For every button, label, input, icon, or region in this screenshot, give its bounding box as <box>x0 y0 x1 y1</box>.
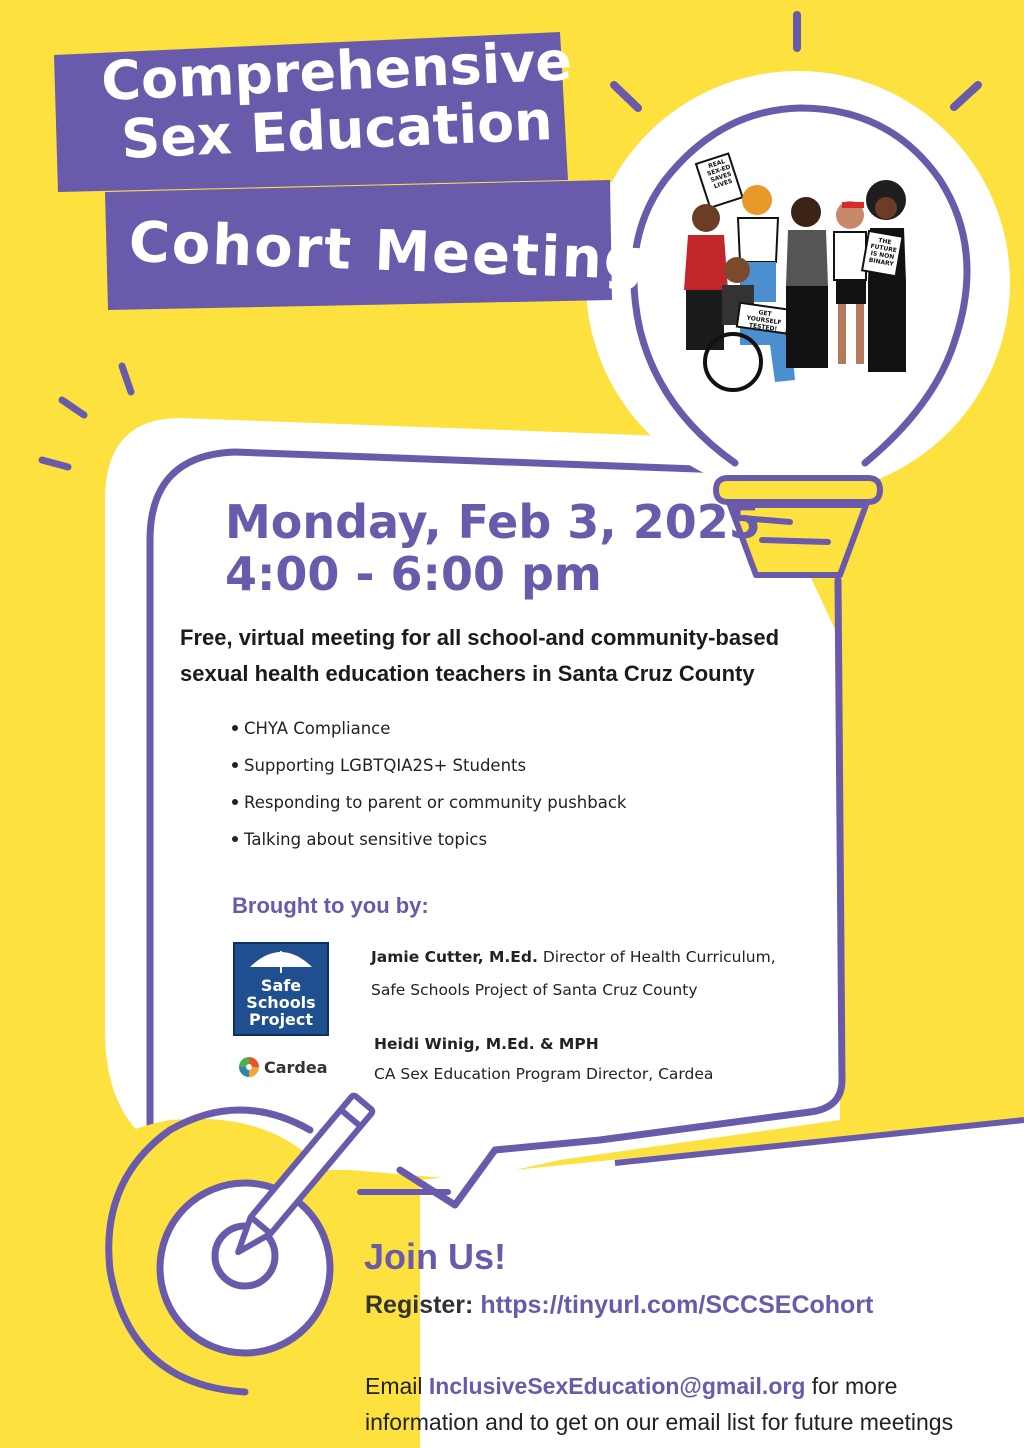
ray-right <box>954 85 978 107</box>
sign-get-tested: GET YOURSELF TESTED! <box>746 309 782 333</box>
sign-future-nonbinary: THE FUTURE IS NON BINARY <box>868 237 898 268</box>
email-prefix: Email <box>365 1373 423 1399</box>
sponsor-person-2 <box>374 1029 713 1089</box>
email-info <box>365 1368 1015 1440</box>
register-link[interactable]: https://tinyurl.com/SCCSECohort <box>480 1291 874 1319</box>
target-white-disc <box>160 1183 330 1353</box>
bullet-icon <box>232 836 238 842</box>
email-link[interactable]: InclusiveSexEducation@gmail.org <box>428 1373 806 1399</box>
person-1-org: Safe Schools Project of Santa Cruz County <box>371 981 698 999</box>
sign-real-sex-ed: REAL SEX-ED SAVES LIVES <box>706 158 734 191</box>
event-time: 4:00 - 6:00 pm <box>225 547 602 601</box>
event-description: Free, virtual meeting for all school-and community-based sexual health education teachers in Santa Cruz County <box>180 625 780 686</box>
person-2-role: CA Sex Education Program Director, Cardea <box>374 1065 714 1083</box>
sponsor-person-1 <box>371 941 776 1007</box>
join-us-heading: Join Us! <box>364 1236 507 1277</box>
safe-schools-project-logo <box>233 942 329 1036</box>
cardea-logo <box>238 1056 328 1078</box>
list-item: CHYA Compliance <box>232 718 626 755</box>
event-date: Monday, Feb 3, 2025 <box>225 495 761 549</box>
subtitle-cohort-meeting: Cohort Meeting <box>127 210 648 294</box>
list-item: Talking about sensitive topics <box>232 829 626 866</box>
title-line-2: Sex Education <box>120 89 554 171</box>
register-label: Register: <box>365 1291 474 1319</box>
person-1-role: Director of Health Curriculum, <box>542 948 776 966</box>
bullet-icon <box>232 762 238 768</box>
bullet-icon <box>232 725 238 731</box>
ray-left <box>614 85 638 108</box>
person-2-name: Heidi Winig, M.Ed. & MPH <box>374 1035 599 1053</box>
register-line <box>365 1291 873 1320</box>
cardea-mark-icon <box>238 1056 260 1078</box>
person-1-name: Jamie Cutter, M.Ed. <box>371 948 538 966</box>
umbrella-icon <box>246 945 316 975</box>
sponsors-heading: Brought to you by: <box>232 893 429 918</box>
email-suffix: for more information and to get on our email list for future meetings <box>365 1373 954 1435</box>
safe-schools-logo-text: Safe Schools Project <box>246 976 316 1029</box>
list-item: Supporting LGBTQIA2S+ Students <box>232 755 626 792</box>
topic-list <box>232 718 626 866</box>
bullet-icon <box>232 799 238 805</box>
cardea-logo-text: Cardea <box>264 1057 328 1077</box>
title-line-1: Comprehensive <box>100 29 574 113</box>
list-item: Responding to parent or community pushback <box>232 792 626 829</box>
